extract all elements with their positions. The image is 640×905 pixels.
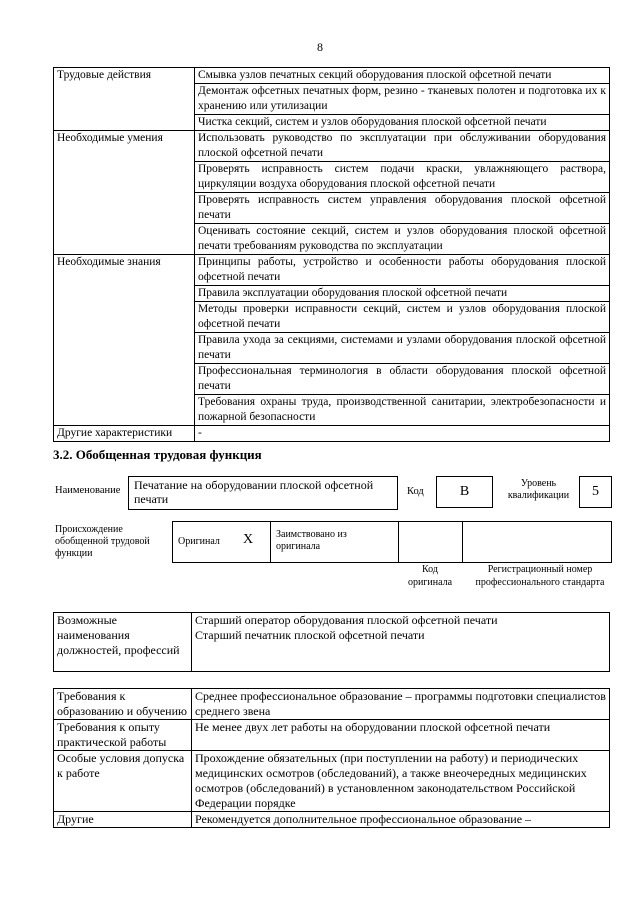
origin-box	[172, 521, 612, 563]
requirements-table	[53, 688, 610, 828]
row-label: Необходимые знания	[54, 255, 195, 426]
row-label: Необходимые умения	[54, 131, 195, 255]
requirement-value: Рекомендуется дополнительное профессиональное образование –	[192, 812, 610, 828]
row-item: Использовать руководство по эксплуатации при обслуживании оборудования плоской офсетной печати	[195, 131, 610, 162]
row-item: Чистка секций, систем и узлов оборудования плоской офсетной печати	[195, 115, 610, 131]
requirement-value: Прохождение обязательных (при поступлении на работу) и периодических медицинских осмотров (обследований), а также внеочередных медицинских осмотров (обследований) в установленном законодательством Российской Федерации порядке	[192, 751, 610, 812]
positions-values	[192, 613, 610, 672]
row-item: Методы проверки исправности секций, систем и узлов оборудования плоской офсетной печати	[195, 302, 610, 333]
reg-number-caption: Регистрационный номер профессионального стандарта	[475, 564, 605, 588]
section-title: 3.2. Обобщенная трудовая функция	[53, 447, 262, 462]
origin-label: Происхождение обобщенной трудовой функции	[55, 524, 150, 559]
requirement-label: Другие	[54, 812, 192, 828]
requirement-value: Не менее двух лет работы на оборудовании плоской офсетной печати	[192, 720, 610, 751]
table-row	[54, 255, 610, 286]
table-row	[54, 68, 610, 84]
code-label: Код	[407, 486, 424, 497]
row-item: Проверять исправность систем подачи краски, увлажняющего раствора, циркуляции воздуха оборудования плоской офсетной печати	[195, 162, 610, 193]
position-item: Старший оператор оборудования плоской офсетной печати	[195, 613, 498, 627]
row-label: Трудовые действия	[54, 68, 195, 131]
original-label: Оригинал	[178, 536, 220, 547]
row-item: Правила эксплуатации оборудования плоской офсетной печати	[195, 286, 610, 302]
function-code: B	[436, 476, 493, 508]
function-name: Печатание на оборудовании плоской офсетной печати	[128, 476, 398, 510]
requirement-value: Среднее профессиональное образование – программы подготовки специалистов среднего звена	[192, 689, 610, 720]
name-label: Наименование	[55, 485, 121, 496]
original-mark: X	[243, 532, 254, 547]
table-row	[54, 689, 610, 720]
level-label: Уровень квалификации	[507, 478, 570, 501]
positions-label: Возможные наименования должностей, профессий	[54, 613, 192, 672]
row-item: -	[195, 426, 610, 442]
table-row	[54, 426, 610, 442]
qualification-level: 5	[579, 476, 612, 508]
table-row	[54, 720, 610, 751]
borrowed-label: Заимствовано из оригинала	[276, 529, 347, 552]
requirement-label: Особые условия допуска к работе	[54, 751, 192, 812]
row-item: Оценивать состояние секций, систем и узлов оборудования плоской офсетной печати требованиям руководства по эксплуатации	[195, 224, 610, 255]
positions-table	[53, 612, 610, 672]
row-item: Проверять исправность систем управления оборудования плоской офсетной печати	[195, 193, 610, 224]
row-item: Демонтаж офсетных печатных форм, резино - тканевых полотен и подготовка их к хранению или утилизации	[195, 84, 610, 115]
row-item: Правила ухода за секциями, системами и узлами оборудования плоской офсетной печати	[195, 333, 610, 364]
row-item: Смывка узлов печатных секций оборудования плоской офсетной печати	[195, 68, 610, 84]
row-item: Профессиональная терминология в области оборудования плоской офсетной печати	[195, 364, 610, 395]
table-row	[54, 131, 610, 162]
code-original-caption: Код оригинала	[407, 564, 453, 588]
position-item: Старший печатник плоской офсетной печати	[195, 628, 425, 642]
labor-functions-table	[53, 67, 610, 442]
requirement-label: Требования к образованию и обучению	[54, 689, 192, 720]
row-item: Требования охраны труда, производственной санитарии, электробезопасности и пожарной безопасности	[195, 395, 610, 426]
page-number: 8	[317, 40, 323, 54]
row-label: Другие характеристики	[54, 426, 195, 442]
requirement-label: Требования к опыту практической работы	[54, 720, 192, 751]
table-row	[54, 812, 610, 828]
table-row	[54, 751, 610, 812]
row-item: Принципы работы, устройство и особенности работы оборудования плоской офсетной печати	[195, 255, 610, 286]
